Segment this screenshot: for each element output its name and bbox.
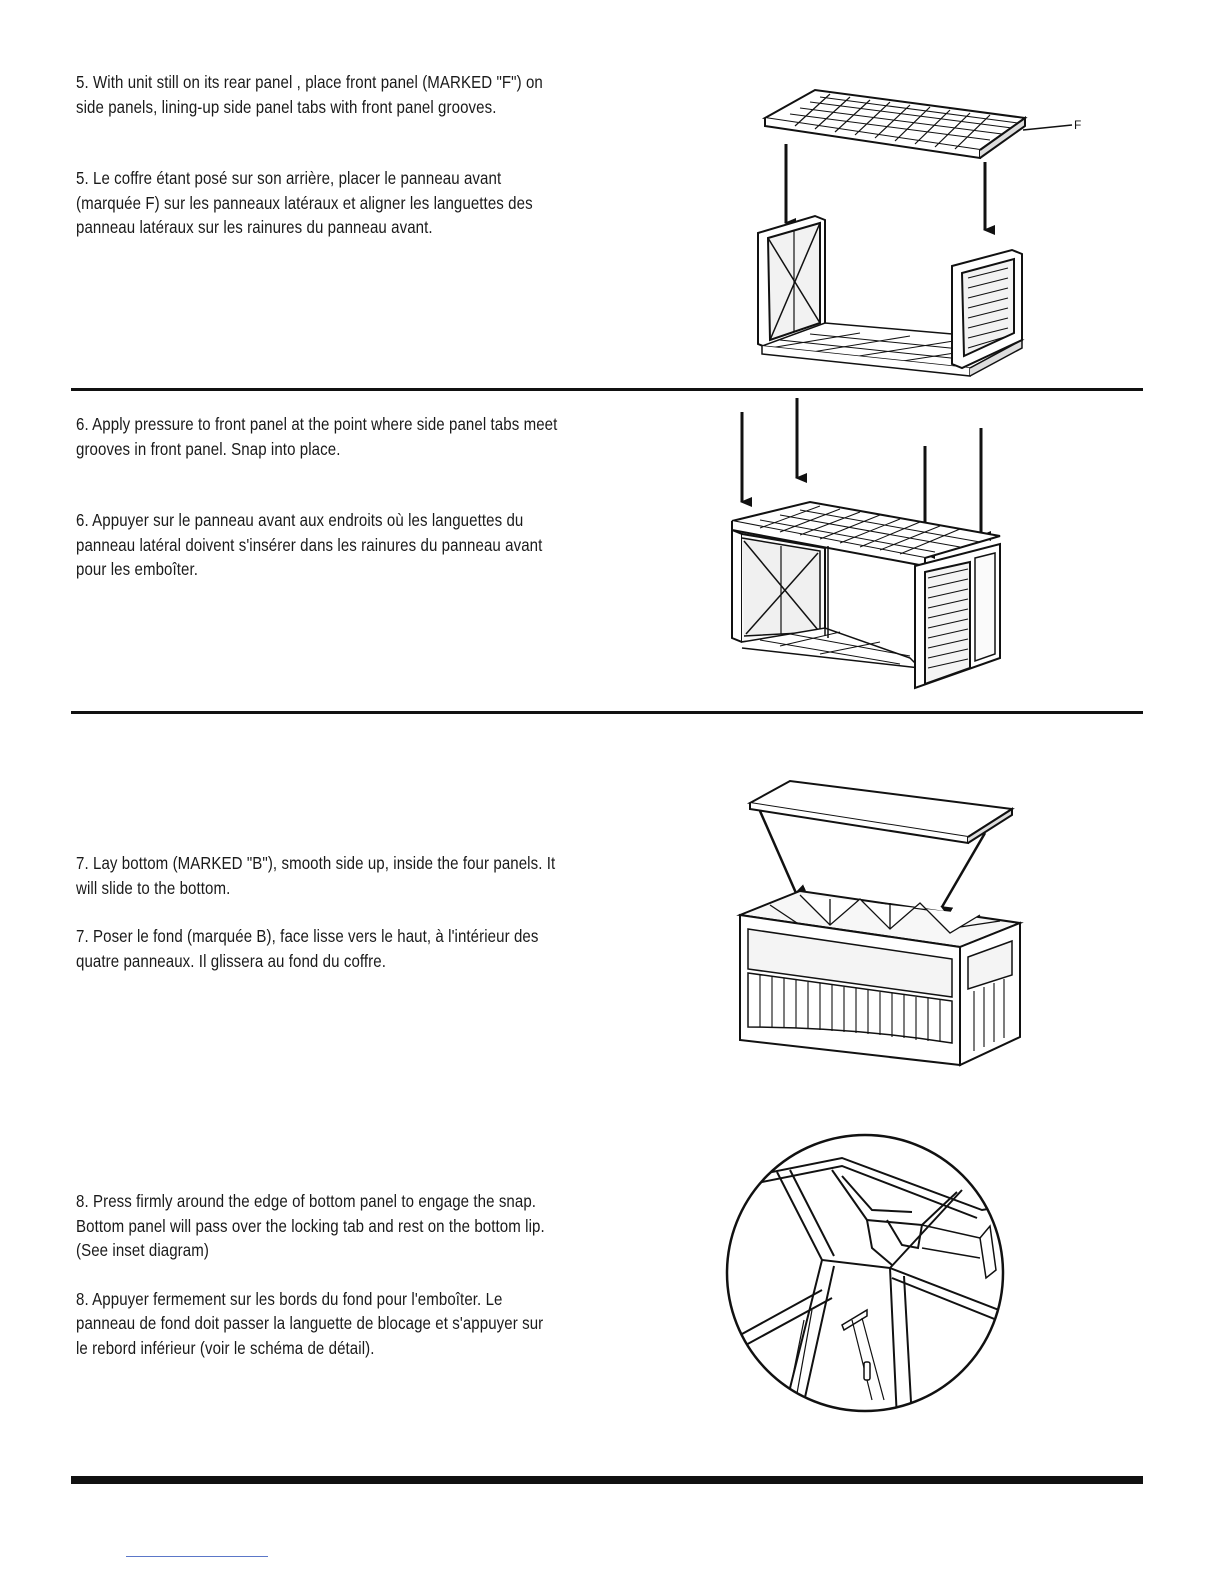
callout-leader-line bbox=[1023, 125, 1072, 130]
section-divider bbox=[71, 711, 1143, 714]
bottom-panel-drawing bbox=[750, 781, 1012, 843]
down-arrow bbox=[760, 811, 796, 893]
step-5-illustration bbox=[740, 78, 1100, 388]
footer-divider bbox=[71, 1476, 1143, 1484]
down-arrow bbox=[942, 833, 985, 907]
snap-detail-drawing bbox=[722, 1158, 1012, 1420]
front-panel-drawing bbox=[765, 90, 1025, 158]
step-7-illustration bbox=[730, 775, 1030, 1075]
step-7-french: 7. Poser le fond (marquée B), face lisse vers le haut, à l'intérieur des quatre panneaux. Il glissera au fond du coffre. bbox=[76, 926, 539, 971]
step-6-english: 6. Apply pressure to front panel at the point where side panel tabs meet grooves in front panel. Snap into place. bbox=[76, 414, 558, 459]
step-6-text bbox=[76, 412, 558, 582]
callout-label-f: F bbox=[1074, 118, 1082, 132]
step-8-english: 8. Press firmly around the edge of bottom panel to engage the snap. Bottom panel will pass over the locking tab and rest on the bottom lip. (See inset diagram) bbox=[76, 1191, 545, 1260]
assembled-box-drawing bbox=[732, 502, 1000, 688]
step-8-french: 8. Appuyer fermement sur les bords du fond pour l'emboîter. Le panneau de fond doit passer la languette de blocage et s'appuyer sur le rebord inférieur (voir le schéma de détail). bbox=[76, 1288, 544, 1358]
step-6-french: 6. Appuyer sur le panneau avant aux endroits où les languettes du panneau latéral doivent s'insérer dans les rainures du panneau avant pour les emboîter. bbox=[76, 510, 543, 579]
step-6-illustration bbox=[720, 396, 1020, 696]
step-8-inset-diagram bbox=[722, 1130, 1012, 1420]
step-5-english: 5. With unit still on its rear panel , place front panel (MARKED "F") on side panels, lining-up side panel tabs with front panel grooves. bbox=[76, 72, 543, 117]
section-divider bbox=[71, 388, 1143, 391]
footer-underline bbox=[126, 1556, 268, 1557]
step-5-french: 5. Le coffre étant posé sur son arrière, placer le panneau avant (marquée F) sur les panneaux latéraux et aligner les languettes des panneau latéraux sur les rainures du panneau avant. bbox=[76, 168, 533, 237]
step-7-text bbox=[76, 851, 558, 973]
step-5-text bbox=[76, 70, 558, 240]
step-8-text bbox=[76, 1189, 558, 1360]
box-with-bottom-drawing bbox=[740, 891, 1020, 1065]
step-7-english: 7. Lay bottom (MARKED "B"), smooth side up, inside the four panels. It will slide to the bottom. bbox=[76, 853, 556, 898]
